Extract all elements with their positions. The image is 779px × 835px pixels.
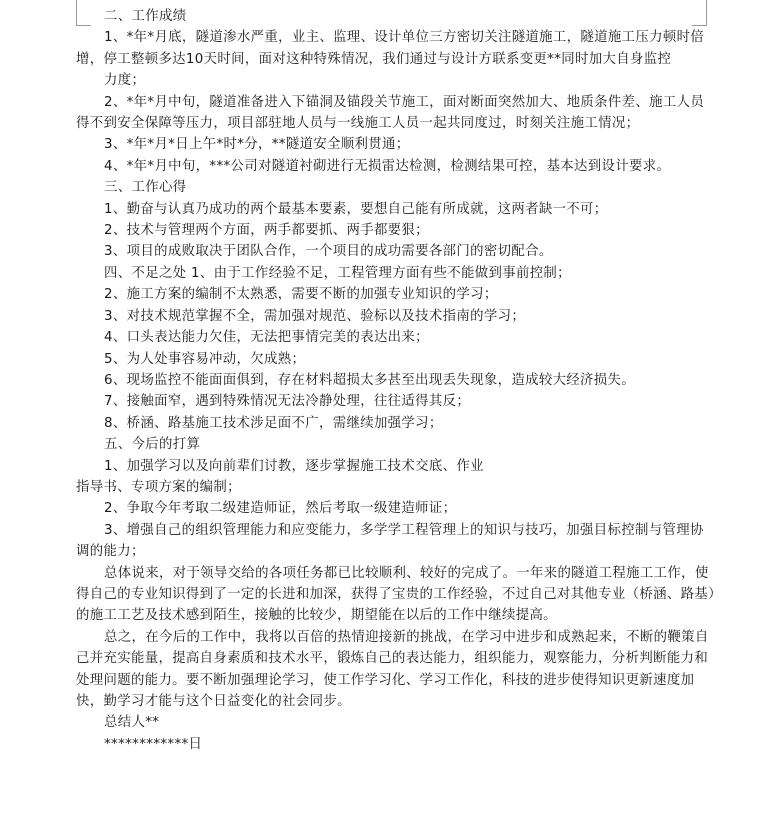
summary-paragraph: 总体说来，对于领导交给的各项任务都已比较顺利、较好的完成了。一年来的隧道工程施工工作，使得自己的专业知识得到了一定的长进和加深，获得了宝贵的工作经验，不过自己对其他专业（桥涵、路基）的施工工艺及技术感到陌生，接触的比较少，期望能在以后的工作中继续提高。 [76,565,716,624]
paragraph: 力度； [104,73,146,89]
paragraph: 5、为人处事容易冲动，欠成熟； [104,351,306,367]
paragraph: 3、增强自己的组织管理能力和应变能力，多学学工程管理上的知识与技巧，加强目标控制与管理协调的能力； [76,522,704,560]
section-heading-shortcomings: 四、不足之处 1、由于工作经验不足，工程管理方面有些不能做到事前控制； [104,265,571,281]
paragraph: 2、施工方案的编制不太熟悉，需要不断的加强专业知识的学习； [104,287,498,303]
section-heading-plans: 五、今后的打算 [104,437,201,453]
paragraph: 3、对技术规范掌握不全，需加强对规范、验标以及技术指南的学习； [104,308,526,324]
paragraph: 2、争取今年考取二级建造师证，然后考取一级建造师证； [104,501,457,517]
author-signature: 总结人** [104,715,160,731]
paragraph-continuation: 指导书、专项方案的编制； [76,479,241,495]
conclusion-paragraph: 总之，在今后的工作中，我将以百倍的热情迎接新的挑战，在学习中进步和成熟起来，不断的鞭策自己并充实能量，提高自身素质和技术水平，锻炼自己的表达能力，组织能力，观察能力，分析判断能力和处理问题的能力。要不断加强理论学习，使工作学习化、学习工作化，科技的进步使得知识更新速度加快，勤学习才能与这个日益变化的社会同步。 [76,629,709,709]
paragraph: 1、*年*月底，隧道渗水严重，业主、监理、设计单位三方密切关注隧道施工，隧道施工压力顿时倍增，停工整顿多达10天时间，面对这种特殊情况，我们通过与设计方联系变更**同时加大自身监控 [76,30,705,67]
section-heading-achievements: 二、工作成绩 [104,9,187,24]
paragraph: 2、*年*月中旬，隧道准备进入下锚洞及锚段关节施工，面对断面突然加大、地质条件差、施工人员得不到安全保障等压力，项目部驻地人员与一线施工人员一起共同度过，时刻关注施工情况； [76,94,705,132]
paragraph: 2、技术与管理两个方面，两手都要抓、两手都要狠； [104,223,429,239]
paragraph: 8、桥涵、路基施工技术涉足面不广，需继续加强学习； [104,415,443,431]
paragraph: 4、*年*月中旬，***公司对隧道衬砌进行无损雷达检测，检测结果可控，基本达到设计要求。 [104,158,671,174]
paragraph: 4、口头表达能力欠佳，无法把事情完美的表达出来； [104,330,429,346]
date-line: ************日 [104,736,203,752]
document-body [76,6,716,755]
paragraph: 6、现场监控不能面面俱到，存在材料超损太多甚至出现丢失现象，造成较大经济损失。 [104,372,636,388]
paragraph: 3、项目的成败取决于团队合作，一个项目的成功需要各部门的密切配合。 [104,244,553,260]
section-heading-experience: 三、工作心得 [104,180,187,196]
paragraph: 1、勤奋与认真乃成功的两个最基本要素，要想自己能有所成就，这两者缺一不可； [104,201,608,217]
paragraph: 7、接触面窄，遇到特殊情况无法冷静处理，往往适得其反； [104,394,471,410]
paragraph: 3、*年*月*日上午*时*分，**隧道安全顺利贯通； [104,137,410,153]
paragraph: 1、加强学习以及向前辈们讨教，逐步掌握施工技术交底、作业 [104,458,484,474]
margin-corner-mark-left [62,0,77,26]
